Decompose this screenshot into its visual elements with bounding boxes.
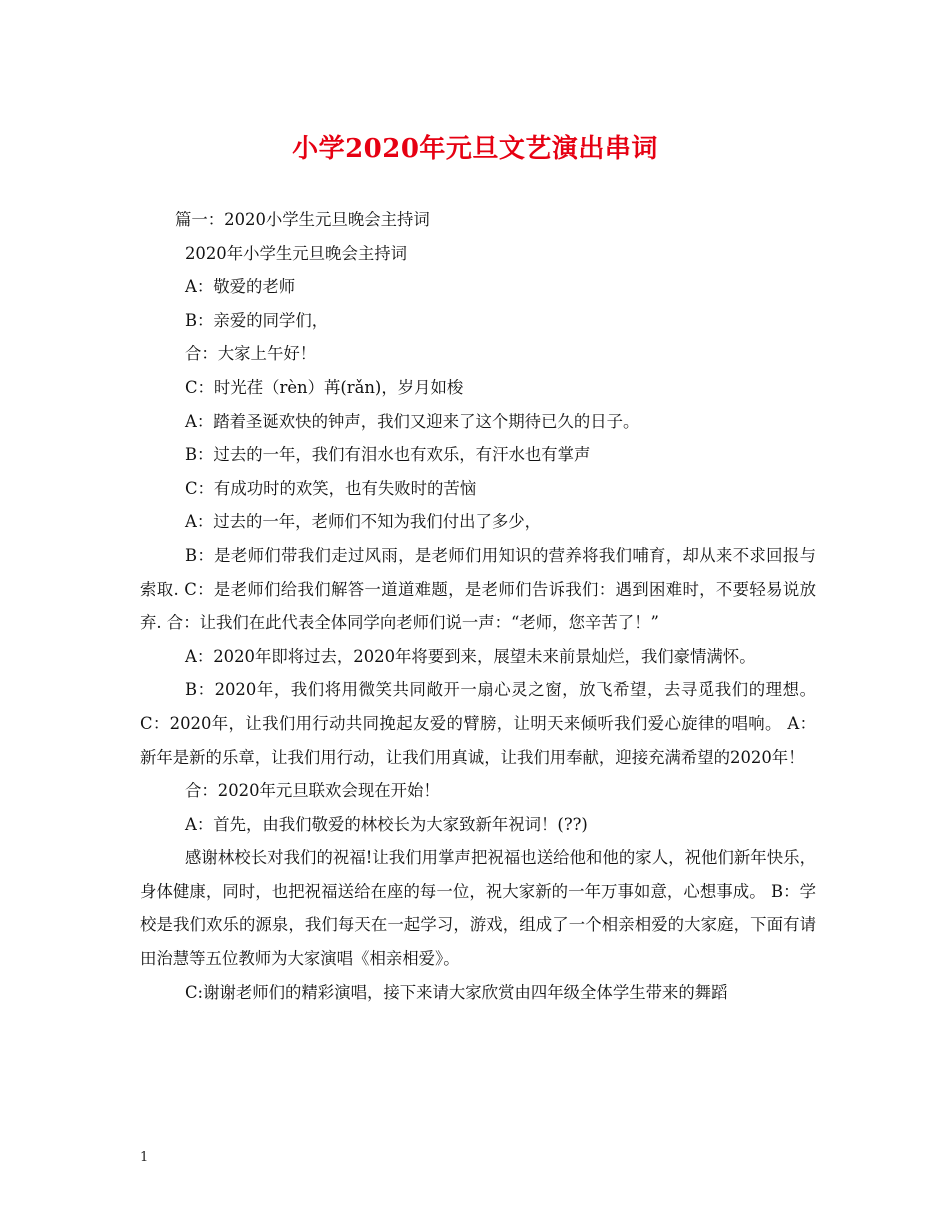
paragraph: A：敬爱的老师 — [185, 277, 296, 297]
paragraph: 篇一：2020小学生元旦晚会主持词 — [175, 210, 430, 229]
paragraph: A：2020年即将过去，2020年将要到来，展望未来前景灿烂，我们豪情满怀。 — [185, 646, 756, 666]
paragraph: B：亲爱的同学们， — [185, 310, 329, 330]
paragraph: 合：大家上午好！ — [185, 344, 317, 364]
paragraph: A：过去的一年，老师们不知为我们付出了多少， — [185, 512, 542, 532]
paragraph: 合：2020年元旦联欢会现在开始！ — [185, 781, 440, 801]
paragraph: B：过去的一年，我们有泪水也有欢乐，有汗水也有掌声 — [185, 445, 591, 465]
paragraph: A：首先，由我们敬爱的林校长为大家致新年祝词！(??) — [185, 814, 588, 834]
paragraph: C：时光荏（rèn）苒(rǎn)，岁月如梭 — [185, 377, 464, 397]
paragraph: B：2020年，我们将用微笑共同敞开一扇心灵之窗，放飞希望，去寻觅我们的理想。 C：2020年，让我们用行动共同挽起友爱的臂膀，让明天来倾听我们爱心旋律的唱响。 A：新年是新的乐章，让我们用行动，让我们用真诚，让我们用奉献，迎接充满希望的2020年！ — [140, 680, 816, 767]
document-body — [140, 203, 816, 1009]
page-number: 1 — [140, 1150, 149, 1165]
paragraph: 感谢林校长对我们的祝福!让我们用掌声把祝福也送给他和他的家人，祝他们新年快乐，身体健康，同时，也把祝福送给在座的每一位，祝大家新的一年万事如意，心想事成。 B：学校是我们欢乐的源泉，我们每天在一起学习，游戏，组成了一个相亲相爱的大家庭，下面有请田治慧等五位教师为大家演唱《相亲相爱》。 — [140, 848, 816, 969]
paragraph: B：是老师们带我们走过风雨，是老师们用知识的营养将我们哺育，却从来不求回报与索取. C：是老师们给我们解答一道道难题，是老师们告诉我们：遇到困难时，不要轻易说放弃. 合：让我们在此代表全体同学向老师们说一声：“老师，您辛苦了！” — [140, 545, 816, 633]
page-title: 小学2020年元旦文艺演出串词 — [292, 134, 658, 164]
paragraph: C：有成功时的欢笑，也有失败时的苦恼 — [185, 478, 477, 498]
paragraph: C:谢谢老师们的精彩演唱，接下来请大家欣赏由四年级全体学生带来的舞蹈 — [185, 982, 728, 1002]
paragraph: 2020年小学生元旦晚会主持词 — [185, 243, 408, 263]
paragraph: A：踏着圣诞欢快的钟声，我们又迎来了这个期待已久的日子。 — [185, 411, 640, 431]
